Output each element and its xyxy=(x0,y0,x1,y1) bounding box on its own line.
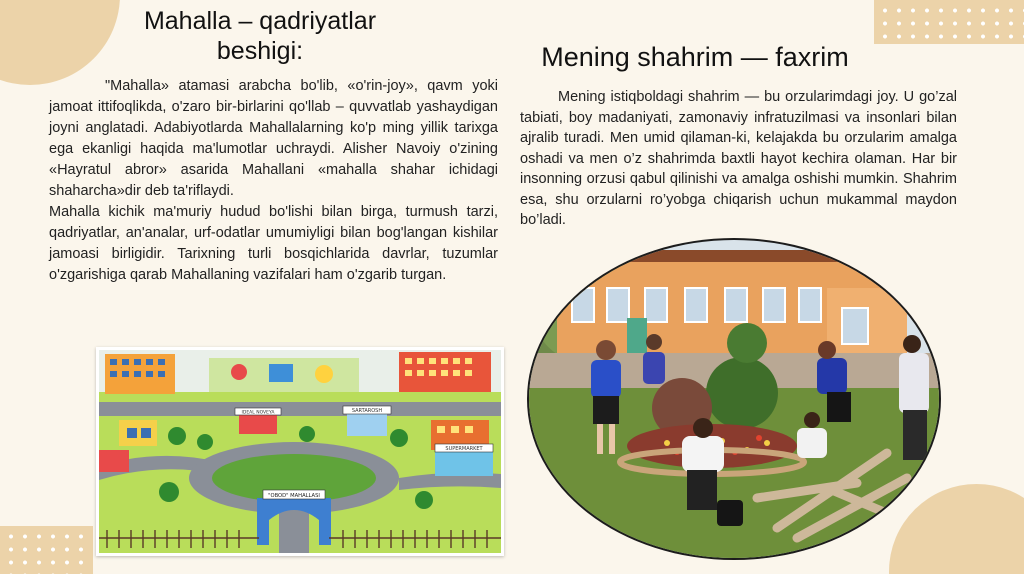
mahalla-illustration-graphic xyxy=(99,350,501,553)
right-text-block xyxy=(520,87,957,231)
corner-decoration-top-left xyxy=(0,0,120,85)
left-text-block xyxy=(49,76,498,286)
right-paragraph: Mening istiqboldagi shahrim — bu orzularimdagi joy. U go’zal tabiati, boy madaniyati, zamonaviy infratuzilmasi va insonlari bilan ajralib turadi. Men umid qilaman-ki, kelajakda bu orzularim amalga oshadi va men o’z shahrimda baxtli hayot kechira olaman. Har bir insonning orzusi qabul qilinishi va amalga oshishi mumkin. Shahrim esa, shu orzularni ro’yobga chiqarish uchun mukammal maydon bo’ladi. xyxy=(520,89,957,228)
mahalla-illustration xyxy=(96,347,504,556)
ideal-sign: IDEAL NOVEYA xyxy=(241,410,275,416)
dot-pattern-bottom-left xyxy=(0,526,93,574)
left-title: Mahalla – qadriyatlar beshigi: xyxy=(143,7,377,65)
left-paragraph-1: "Mahalla» atamasi arabcha bo'lib, «o'rin-joy», qavm yoki jamoat ittifoqlikda, o'zaro bir-birlarini qo'llab – quvvatlab yashaydigan joyni anglatadi. Adabiyotlarda Mahallalarning ko'p ming yillik tarixga ega ekanligi haqida ma'lumotlar uchraydi. Alisher Navoiy o'zining «Hayratul abror» asarida Mahallani «mahalla shahar ichidagi shaharcha»dir deb ta'riflaydi. xyxy=(49,78,498,199)
right-title: Mening shahrim — faxrim xyxy=(541,42,849,72)
gate-sign: "OBOD" MAHALLASI xyxy=(268,493,320,499)
gardening-photo xyxy=(527,238,942,560)
left-paragraph-2: Mahalla kichik ma'muriy hudud bo'lishi bilan birga, turmush tarzi, qadriyatlar, an'analar, urf-odatlar umumiyligi bilan bog'langan kishilar jamoasi birligidir. Tarixning turli bosqichlarida davrlar, tuzumlar o'zgarishiga qarab Mahallaning vazifalari ham o'zgarib turgan. xyxy=(49,204,498,283)
dot-pattern-top-right xyxy=(874,0,1024,44)
sartarosh-sign: SARTAROSH xyxy=(351,408,383,414)
supermarket-sign: SUPERMARKET xyxy=(445,446,483,452)
gardening-photo-graphic xyxy=(527,238,942,560)
